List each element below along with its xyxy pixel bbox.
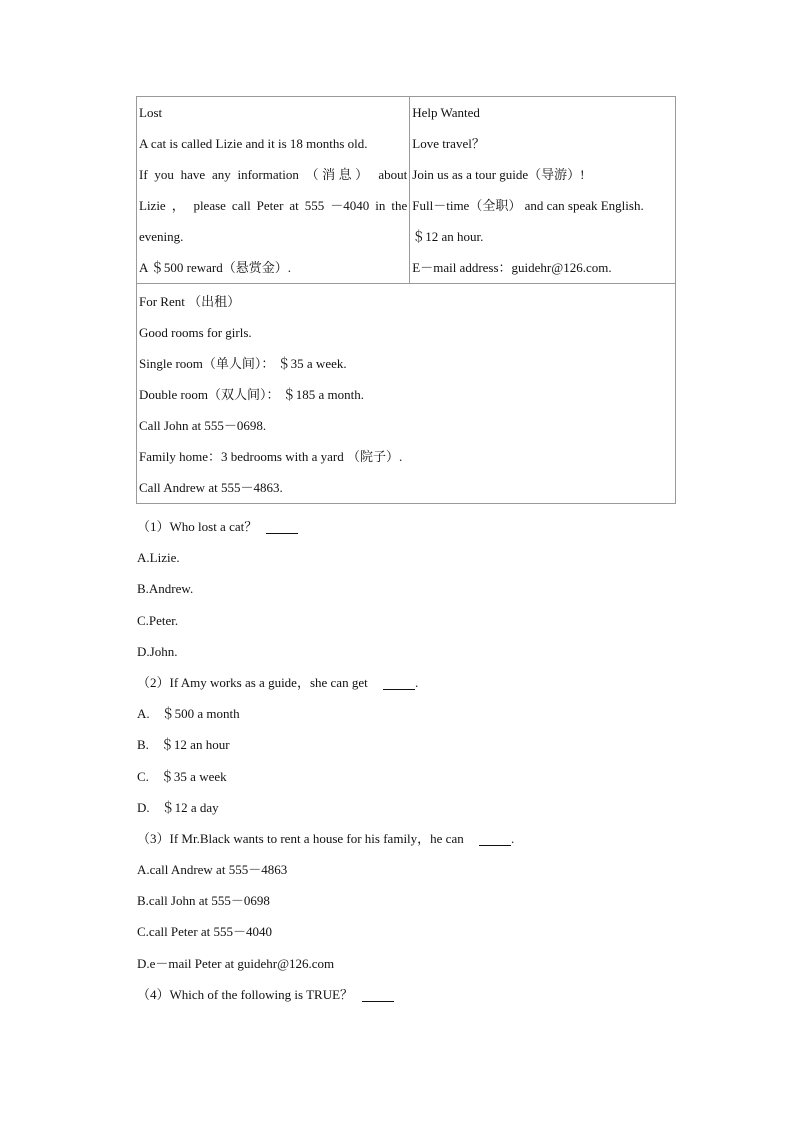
answer-blank[interactable] (362, 987, 394, 1002)
option-label: A. (137, 706, 150, 722)
for-rent-ad-line: Call John at 555－0698. (139, 418, 267, 433)
help-wanted-ad-line: Join us as a tour guide（导游）! (412, 167, 585, 182)
help-wanted-ad-line: Love travel？ (412, 136, 485, 151)
question-text: （3）If Mr.Black wants to rent a house for his family，he can (137, 830, 464, 846)
option-text: ＄500 a month (161, 706, 240, 722)
question-2-stem (137, 667, 697, 698)
questions (137, 511, 697, 1010)
lost-ad-line: Lizie ， please call Peter at 555 －4040 in the (139, 198, 408, 213)
option-text: ＄12 a day (161, 799, 219, 815)
lost-ad-line: evening. (139, 229, 184, 244)
help-wanted-ad-line: E－mail address：guidehr@126.com. (412, 260, 612, 275)
question-text: （2）If Amy works as a guide，she can get (137, 674, 368, 690)
option-d[interactable]: D.John. (137, 643, 178, 659)
option-c[interactable] (137, 761, 697, 792)
help-wanted-ad-title: Help Wanted (412, 105, 480, 120)
option-text: ＄12 an hour (160, 737, 230, 753)
help-wanted-ad-line: ＄12 an hour. (412, 229, 484, 244)
for-rent-ad-title: For Rent （出租） (139, 294, 241, 309)
answer-blank[interactable] (479, 831, 511, 846)
for-rent-ad-line: Call Andrew at 555－4863. (139, 480, 283, 495)
help-wanted-ad-line: Full－time（全职） and can speak English. (412, 198, 644, 213)
option-label: B. (137, 737, 149, 753)
option-a[interactable]: A.call Andrew at 555－4863 (137, 862, 288, 878)
lost-ad-line: If you have any information （消息） about (139, 167, 408, 182)
option-d[interactable]: D.e－mail Peter at guidehr@126.com (137, 955, 335, 971)
lost-ad-cell (137, 97, 410, 284)
option-a[interactable]: A.Lizie. (137, 550, 180, 566)
for-rent-ad-cell (137, 284, 676, 504)
for-rent-ad-line: Single room（单人间）： ＄35 a week. (139, 356, 347, 371)
question-1-stem (137, 511, 697, 542)
help-wanted-ad-cell (410, 97, 676, 284)
option-c[interactable]: C.call Peter at 555－4040 (137, 924, 273, 940)
for-rent-ad-line: Good rooms for girls. (139, 325, 252, 340)
for-rent-ad-line: Double room（双人间）： ＄185 a month. (139, 387, 364, 402)
ads-table (136, 96, 676, 504)
option-b[interactable]: B.Andrew. (137, 581, 194, 597)
punctuation: . (414, 674, 419, 690)
option-d[interactable] (137, 792, 697, 823)
answer-blank[interactable] (383, 675, 415, 690)
question-4-stem (137, 979, 697, 1010)
for-rent-ad-line: Family home：3 bedrooms with a yard （院子）. (139, 449, 403, 464)
punctuation: . (510, 830, 515, 846)
question-3-stem (137, 823, 697, 854)
option-label: C. (137, 768, 149, 784)
option-text: ＄35 a week (160, 768, 227, 784)
option-c[interactable]: C.Peter. (137, 612, 179, 628)
option-a[interactable] (137, 698, 697, 729)
question-text: （1）Who lost a cat？ (137, 519, 258, 534)
lost-ad-title: Lost (139, 105, 163, 120)
option-b[interactable]: B.call John at 555－0698 (137, 893, 270, 909)
question-text: （4）Which of the following is TRUE？ (137, 986, 354, 1002)
option-b[interactable] (137, 729, 697, 760)
answer-blank[interactable] (266, 519, 298, 534)
lost-ad-line: A ＄500 reward（悬赏金）. (139, 260, 292, 275)
lost-ad-line: A cat is called Lizie and it is 18 months old. (139, 136, 368, 151)
option-label: D. (137, 799, 150, 815)
